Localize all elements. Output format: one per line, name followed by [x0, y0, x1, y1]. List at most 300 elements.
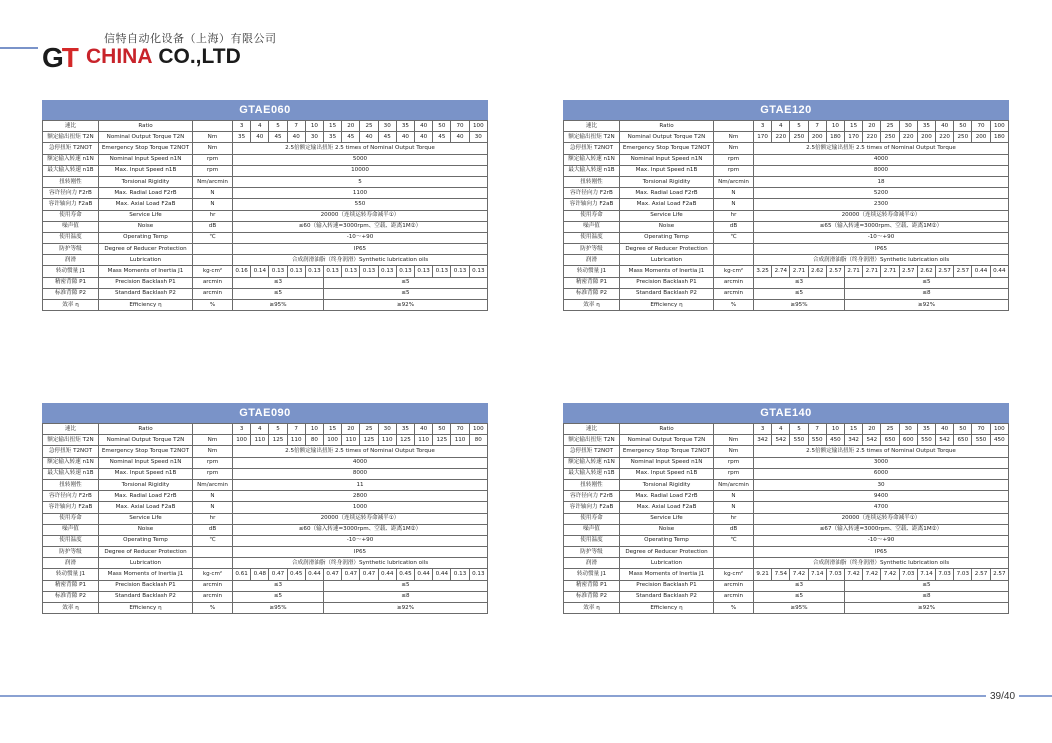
param-name-en: Lubrication	[99, 255, 193, 266]
merged-value-cell: ≤3	[233, 277, 324, 288]
merged-value-cell: ≤5	[845, 277, 1009, 288]
param-name-cn: 急停扭矩 T2NOT	[564, 446, 620, 457]
param-name-cn: 额定输出扭矩 T2N	[564, 132, 620, 143]
table-row	[43, 232, 488, 243]
param-name-en: Precision Backlash P1	[99, 580, 193, 591]
param-name-en: Precision Backlash P1	[620, 277, 714, 288]
value-cell: 2.71	[790, 266, 808, 277]
param-name-en: Max. Axial Load F2aB	[99, 199, 193, 210]
value-cell: 550	[917, 435, 935, 446]
param-unit: arcmin	[193, 288, 233, 299]
value-cell: 45	[342, 132, 360, 143]
param-name-en: Nominal Output Torque T2N	[99, 132, 193, 143]
param-name-en: Max. Input Speed n1B	[620, 468, 714, 479]
param-unit: arcmin	[193, 591, 233, 602]
value-cell: 220	[772, 132, 790, 143]
value-cell: 125	[433, 435, 451, 446]
param-unit: kg·cm²	[714, 266, 754, 277]
param-name-cn: 额定输出扭矩 T2N	[43, 132, 99, 143]
value-cell: 35	[324, 132, 342, 143]
param-name-en: Max. Axial Load F2aB	[620, 199, 714, 210]
merged-value-cell: 5	[233, 176, 488, 187]
merged-value-cell: 2.5倍额定输出扭矩 2.5 times of Nominal Output Torque	[754, 446, 1009, 457]
value-cell: 2.62	[808, 266, 826, 277]
table-row	[564, 435, 1009, 446]
value-cell: 2.57	[990, 569, 1008, 580]
value-cell: 450	[990, 435, 1008, 446]
table-row	[43, 513, 488, 524]
merged-value-cell: 20000（连续运转寿命减半①）	[233, 513, 488, 524]
param-name-en: Nominal Input Speed n1N	[99, 154, 193, 165]
value-cell: 170	[845, 132, 863, 143]
merged-value-cell: ≤3	[754, 580, 845, 591]
value-cell: 7.14	[808, 569, 826, 580]
value-cell: 180	[990, 132, 1008, 143]
param-unit	[193, 547, 233, 558]
value-cell: 0.44	[972, 266, 990, 277]
value-cell: 250	[954, 132, 972, 143]
ratio-value: 15	[845, 121, 863, 132]
merged-value-cell: 2.5倍额定输出扭矩 2.5 times of Nominal Output Torque	[233, 446, 488, 457]
param-unit: hr	[193, 210, 233, 221]
value-cell: 220	[899, 132, 917, 143]
company-name-en-red: CHINA	[86, 45, 153, 68]
param-unit: N	[714, 491, 754, 502]
param-name-en: Precision Backlash P1	[99, 277, 193, 288]
value-cell: 7.42	[881, 569, 899, 580]
value-cell: 30	[305, 132, 323, 143]
ratio-value: 30	[378, 121, 396, 132]
value-cell: 0.13	[287, 266, 305, 277]
ratio-value: 25	[881, 121, 899, 132]
merged-value-cell: ≤5	[754, 288, 845, 299]
logo-t-letter: T	[61, 42, 77, 73]
ratio-label-cn: 速比	[564, 424, 620, 435]
param-name-en: Torsional Rigidity	[99, 479, 193, 490]
merged-value-cell: ≤5	[324, 580, 488, 591]
param-unit: dB	[193, 524, 233, 535]
param-unit: N	[193, 502, 233, 513]
param-name-cn: 使用寿命	[43, 210, 99, 221]
table-row	[43, 457, 488, 468]
table-title: GTAE060	[42, 100, 488, 120]
param-name-cn: 急停扭矩 T2NOT	[564, 143, 620, 154]
param-name-cn: 噪声值	[43, 524, 99, 535]
param-name-cn: 容许轴向力 F2aB	[43, 502, 99, 513]
value-cell: 200	[917, 132, 935, 143]
ratio-row	[564, 424, 1009, 435]
merged-value-cell: 18	[754, 176, 1009, 187]
param-unit: Nm/arcmin	[193, 176, 233, 187]
param-name-en: Nominal Output Torque T2N	[620, 132, 714, 143]
param-name-cn: 容许径向力 F2rB	[43, 491, 99, 502]
param-unit: arcmin	[714, 277, 754, 288]
table-row	[564, 535, 1009, 546]
param-unit: hr	[193, 513, 233, 524]
table-row	[564, 210, 1009, 221]
value-cell: 7.42	[790, 569, 808, 580]
value-cell: 110	[415, 435, 433, 446]
value-cell: 0.61	[233, 569, 251, 580]
value-cell: 100	[233, 435, 251, 446]
ratio-value: 5	[790, 424, 808, 435]
ratio-value: 25	[360, 424, 378, 435]
value-cell: 0.13	[342, 266, 360, 277]
param-name-cn: 润滑	[564, 255, 620, 266]
value-cell: 7.42	[863, 569, 881, 580]
param-name-en: Max. Input Speed n1B	[99, 468, 193, 479]
value-cell: 0.13	[269, 266, 287, 277]
merged-value-cell: -10～+90	[754, 535, 1009, 546]
ratio-value: 50	[954, 121, 972, 132]
param-unit: kg·cm²	[193, 266, 233, 277]
value-cell: 2.74	[772, 266, 790, 277]
param-name-en: Efficiency η	[620, 603, 714, 614]
table-row	[564, 547, 1009, 558]
table-row	[564, 165, 1009, 176]
company-name-cn: 信特自动化设备（上海）有限公司	[104, 32, 277, 45]
value-cell: 2.57	[936, 266, 954, 277]
table-row	[564, 277, 1009, 288]
value-cell: 342	[845, 435, 863, 446]
param-name-en: Max. Axial Load F2aB	[620, 502, 714, 513]
param-unit: arcmin	[714, 288, 754, 299]
merged-value-cell: ≥92%	[324, 300, 488, 311]
value-cell: 200	[972, 132, 990, 143]
ratio-value: 3	[754, 121, 772, 132]
table-row	[564, 513, 1009, 524]
ratio-value: 25	[360, 121, 378, 132]
value-cell: 40	[396, 132, 414, 143]
ratio-value: 50	[433, 121, 451, 132]
table-row	[43, 132, 488, 143]
ratio-value: 30	[899, 121, 917, 132]
ratio-unit	[714, 121, 754, 132]
ratio-value: 100	[469, 121, 487, 132]
ratio-value: 20	[863, 121, 881, 132]
param-name-cn: 使用温度	[43, 232, 99, 243]
param-name-en: Efficiency η	[99, 300, 193, 311]
param-name-en: Efficiency η	[620, 300, 714, 311]
value-cell: 35	[233, 132, 251, 143]
value-cell: 0.44	[378, 569, 396, 580]
merged-value-cell: 2800	[233, 491, 488, 502]
param-unit: arcmin	[714, 580, 754, 591]
merged-value-cell: ≤5	[324, 277, 488, 288]
ratio-value: 50	[954, 424, 972, 435]
table-row	[564, 603, 1009, 614]
ratio-value: 5	[790, 121, 808, 132]
param-name-cn: 最大输入转速 n1B	[564, 165, 620, 176]
ratio-value: 25	[881, 424, 899, 435]
ratio-value: 20	[342, 424, 360, 435]
param-name-cn: 扭转刚性	[43, 479, 99, 490]
merged-value-cell: -10～+90	[233, 535, 488, 546]
param-name-en: Max. Radial Load F2rB	[99, 491, 193, 502]
param-name-cn: 最大输入转速 n1B	[564, 468, 620, 479]
value-cell: 0.47	[360, 569, 378, 580]
value-cell: 80	[469, 435, 487, 446]
value-cell: 542	[772, 435, 790, 446]
param-name-cn: 使用寿命	[564, 513, 620, 524]
merged-value-cell: 5000	[233, 154, 488, 165]
value-cell: 450	[826, 435, 844, 446]
merged-value-cell: 2300	[754, 199, 1009, 210]
merged-value-cell: ≤5	[324, 288, 488, 299]
value-cell: 550	[808, 435, 826, 446]
param-name-en: Lubrication	[620, 255, 714, 266]
merged-value-cell: 550	[233, 199, 488, 210]
ratio-label-en: Ratio	[99, 424, 193, 435]
param-name-en: Max. Radial Load F2rB	[620, 188, 714, 199]
table-row	[43, 277, 488, 288]
value-cell: 0.45	[287, 569, 305, 580]
value-cell: 125	[396, 435, 414, 446]
merged-value-cell: 10000	[233, 165, 488, 176]
param-unit: Nm	[193, 143, 233, 154]
table-row	[43, 524, 488, 535]
param-unit: rpm	[193, 154, 233, 165]
value-cell: 0.13	[469, 569, 487, 580]
table-row	[43, 176, 488, 187]
ratio-row	[564, 121, 1009, 132]
param-name-cn: 效率 η	[564, 300, 620, 311]
param-name-cn: 使用寿命	[43, 513, 99, 524]
value-cell: 110	[342, 435, 360, 446]
value-cell: 110	[287, 435, 305, 446]
param-name-cn: 使用温度	[43, 535, 99, 546]
param-unit	[714, 244, 754, 255]
value-cell: 2.57	[972, 569, 990, 580]
merged-value-cell: ≥95%	[233, 300, 324, 311]
merged-value-cell: IP65	[754, 244, 1009, 255]
ratio-label-cn: 速比	[43, 121, 99, 132]
merged-value-cell: 3000	[754, 457, 1009, 468]
ratio-value: 7	[808, 121, 826, 132]
value-cell: 250	[881, 132, 899, 143]
ratio-value: 40	[415, 424, 433, 435]
param-name-en: Lubrication	[99, 558, 193, 569]
param-name-en: Emergency Stop Torque T2NOT	[620, 143, 714, 154]
value-cell: 7.03	[899, 569, 917, 580]
ratio-label-cn: 速比	[564, 121, 620, 132]
spec-table	[563, 120, 1009, 311]
param-unit: rpm	[714, 457, 754, 468]
param-name-en: Operating Temp	[99, 232, 193, 243]
value-cell: 0.48	[251, 569, 269, 580]
table-row	[43, 221, 488, 232]
param-name-cn: 容许径向力 F2rB	[564, 188, 620, 199]
value-cell: 0.13	[378, 266, 396, 277]
param-name-en: Standard Backlash P2	[99, 591, 193, 602]
merged-value-cell: 30	[754, 479, 1009, 490]
ratio-value: 15	[324, 424, 342, 435]
ratio-value: 40	[936, 424, 954, 435]
value-cell: 0.45	[396, 569, 414, 580]
table-row	[43, 468, 488, 479]
param-unit: %	[193, 300, 233, 311]
value-cell: 80	[305, 435, 323, 446]
merged-value-cell: 4000	[233, 457, 488, 468]
table-row	[43, 199, 488, 210]
merged-value-cell: ≤67（输入转速=3000rpm、空载、距离1M②）	[754, 524, 1009, 535]
value-cell: 40	[251, 132, 269, 143]
param-unit: %	[714, 300, 754, 311]
value-cell: 45	[433, 132, 451, 143]
param-unit: N	[714, 502, 754, 513]
ratio-label-cn: 速比	[43, 424, 99, 435]
merged-value-cell: 合成润滑油脂（终身润滑）Synthetic lubrication oils	[233, 255, 488, 266]
param-unit: ℃	[193, 232, 233, 243]
merged-value-cell: ≤60（输入转速=3000rpm、空载、距离1M②）	[233, 524, 488, 535]
param-name-cn: 额定输出扭矩 T2N	[43, 435, 99, 446]
param-unit: Nm/arcmin	[193, 479, 233, 490]
param-name-en: Precision Backlash P1	[620, 580, 714, 591]
param-name-en: Degree of Reducer Protection	[99, 547, 193, 558]
param-name-cn: 使用温度	[564, 535, 620, 546]
param-unit: Nm/arcmin	[714, 479, 754, 490]
ratio-value: 7	[808, 424, 826, 435]
param-name-cn: 效率 η	[43, 603, 99, 614]
ratio-value: 20	[863, 424, 881, 435]
merged-value-cell: 5200	[754, 188, 1009, 199]
merged-value-cell: ≥92%	[324, 603, 488, 614]
value-cell: 650	[881, 435, 899, 446]
table-row	[43, 210, 488, 221]
table-row	[43, 244, 488, 255]
param-name-en: Max. Radial Load F2rB	[99, 188, 193, 199]
param-unit: N	[193, 188, 233, 199]
param-unit: dB	[714, 221, 754, 232]
table-title: GTAE140	[563, 403, 1009, 423]
param-name-en: Nominal Input Speed n1N	[620, 457, 714, 468]
merged-value-cell: -10～+90	[233, 232, 488, 243]
merged-value-cell: ≤5	[233, 288, 324, 299]
merged-value-cell: ≤5	[845, 580, 1009, 591]
ratio-value: 70	[451, 121, 469, 132]
value-cell: 100	[324, 435, 342, 446]
spec-table	[42, 423, 488, 614]
value-cell: 542	[863, 435, 881, 446]
merged-value-cell: 2.5倍额定输出扭矩 2.5 times of Nominal Output Torque	[754, 143, 1009, 154]
param-name-cn: 噪声值	[564, 524, 620, 535]
ratio-value: 35	[917, 424, 935, 435]
param-name-en: Standard Backlash P2	[99, 288, 193, 299]
value-cell: 7.14	[917, 569, 935, 580]
company-name-en-black: CO.,LTD	[152, 45, 241, 68]
merged-value-cell: 2.5倍额定输出扭矩 2.5 times of Nominal Output Torque	[233, 143, 488, 154]
table-row	[564, 468, 1009, 479]
merged-value-cell: ≥95%	[754, 603, 845, 614]
table-row	[564, 569, 1009, 580]
param-name-en: Max. Axial Load F2aB	[99, 502, 193, 513]
value-cell: 2.71	[845, 266, 863, 277]
value-cell: 2.62	[917, 266, 935, 277]
param-unit: ℃	[714, 232, 754, 243]
ratio-value: 100	[469, 424, 487, 435]
value-cell: 9.21	[754, 569, 772, 580]
param-unit	[193, 558, 233, 569]
table-row	[564, 457, 1009, 468]
merged-value-cell: 4700	[754, 502, 1009, 513]
merged-value-cell: -10～+90	[754, 232, 1009, 243]
value-cell: 0.44	[305, 569, 323, 580]
param-name-cn: 精密背隙 P1	[43, 277, 99, 288]
param-name-en: Max. Input Speed n1B	[620, 165, 714, 176]
table-row	[43, 491, 488, 502]
company-name-en	[86, 45, 241, 69]
table-row	[43, 603, 488, 614]
value-cell: 7.54	[772, 569, 790, 580]
param-unit: hr	[714, 513, 754, 524]
table-row	[43, 558, 488, 569]
value-cell: 125	[360, 435, 378, 446]
param-name-en: Nominal Input Speed n1N	[620, 154, 714, 165]
param-name-cn: 额定输入转速 n1N	[43, 154, 99, 165]
param-name-cn: 效率 η	[564, 603, 620, 614]
param-name-cn: 扭转刚性	[43, 176, 99, 187]
table-row	[43, 547, 488, 558]
value-cell: 0.44	[415, 569, 433, 580]
value-cell: 180	[826, 132, 844, 143]
merged-value-cell: 20000（连续运转寿命减半①）	[233, 210, 488, 221]
value-cell: 7.03	[954, 569, 972, 580]
merged-value-cell: ≤8	[324, 591, 488, 602]
value-cell: 2.57	[826, 266, 844, 277]
table-row	[43, 288, 488, 299]
ratio-value: 70	[972, 121, 990, 132]
param-unit: dB	[714, 524, 754, 535]
ratio-value: 7	[287, 121, 305, 132]
merged-value-cell: 合成润滑油脂（终身润滑）Synthetic lubrication oils	[754, 255, 1009, 266]
value-cell: 3.25	[754, 266, 772, 277]
value-cell: 40	[451, 132, 469, 143]
value-cell: 7.03	[826, 569, 844, 580]
param-name-cn: 转动惯量 J1	[564, 569, 620, 580]
param-name-cn: 润滑	[43, 255, 99, 266]
merged-value-cell: 9400	[754, 491, 1009, 502]
param-unit: rpm	[193, 457, 233, 468]
param-unit: kg·cm²	[193, 569, 233, 580]
param-name-en: Degree of Reducer Protection	[99, 244, 193, 255]
param-unit: arcmin	[193, 277, 233, 288]
ratio-value: 7	[287, 424, 305, 435]
logo-mark	[42, 42, 77, 74]
param-name-en: Operating Temp	[99, 535, 193, 546]
param-unit: ℃	[193, 535, 233, 546]
ratio-value: 40	[415, 121, 433, 132]
merged-value-cell: 1100	[233, 188, 488, 199]
param-name-en: Mass Moments of Inertia J1	[99, 569, 193, 580]
table-row	[43, 535, 488, 546]
param-unit: %	[714, 603, 754, 614]
merged-value-cell: 8000	[233, 468, 488, 479]
spec-table-block	[563, 100, 1009, 311]
merged-value-cell: IP65	[233, 547, 488, 558]
value-cell: 170	[754, 132, 772, 143]
table-row	[43, 255, 488, 266]
merged-value-cell: 合成润滑油脂（终身润滑）Synthetic lubrication oils	[233, 558, 488, 569]
ratio-value: 70	[972, 424, 990, 435]
ratio-value: 4	[772, 424, 790, 435]
value-cell: 2.71	[881, 266, 899, 277]
ratio-value: 4	[251, 121, 269, 132]
merged-value-cell: ≤5	[233, 591, 324, 602]
param-name-cn: 扭转刚性	[564, 176, 620, 187]
ratio-unit	[714, 424, 754, 435]
param-name-en: Noise	[620, 221, 714, 232]
param-name-en: Service Life	[620, 513, 714, 524]
